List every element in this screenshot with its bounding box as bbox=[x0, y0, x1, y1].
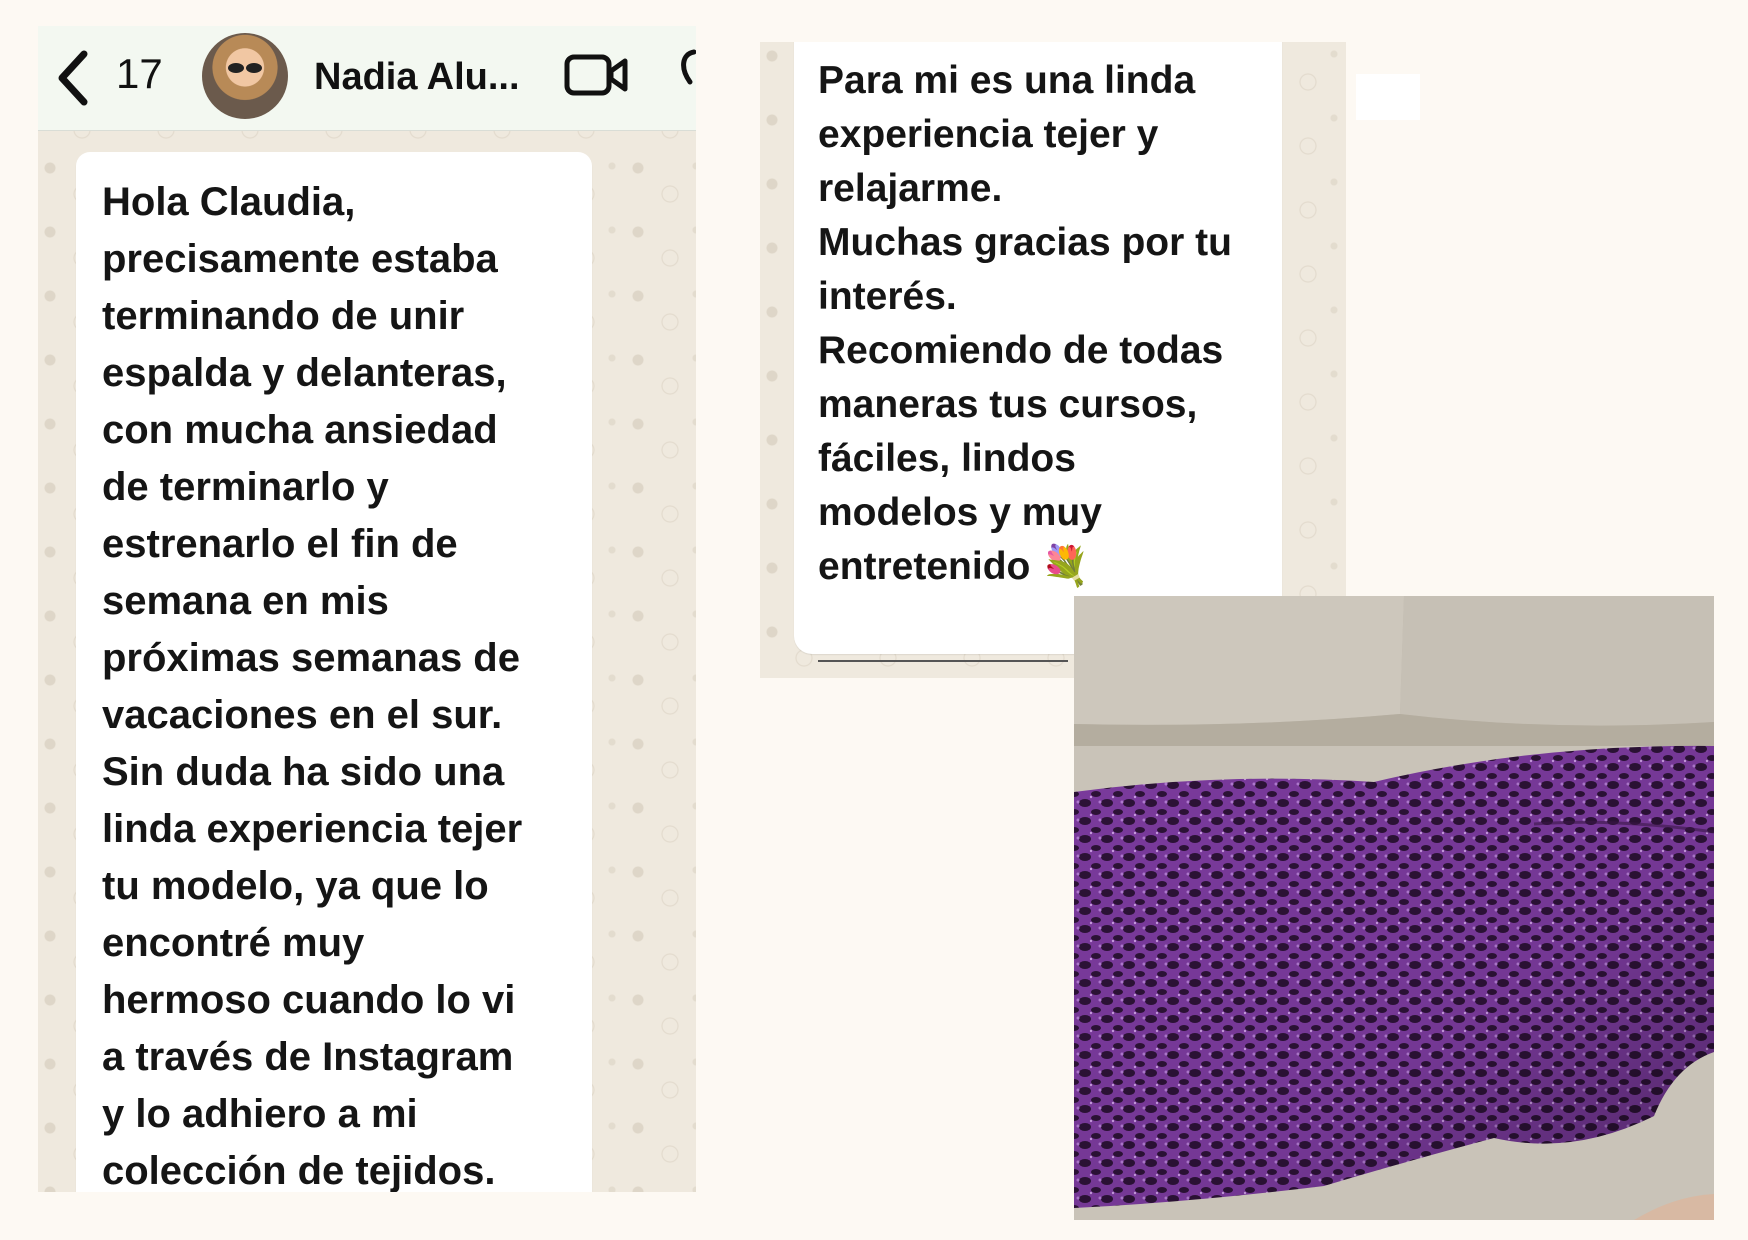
incoming-message-bubble[interactable] bbox=[76, 152, 592, 1192]
contact-name[interactable]: Nadia Alu... bbox=[314, 56, 520, 98]
unread-count: 17 bbox=[116, 50, 163, 97]
incoming-message-bubble[interactable] bbox=[794, 42, 1282, 654]
avatar[interactable] bbox=[202, 33, 288, 119]
message-text: Hola Claudia, precisamente estaba terminando de unir espalda y delanteras, con mucha ansiedad de terminarlo y estrenarlo el fin de semana en mis próximas semanas de vacaciones en el sur. Sin duda ha sido una linda experiencia tejer tu modelo, ya que lo encontré muy hermoso cuando lo vi a través de Instagram y lo adhiero a mi colección de tejidos. bbox=[102, 180, 523, 1192]
right-chat-screenshot bbox=[760, 42, 1346, 678]
back-button[interactable] bbox=[54, 48, 94, 113]
video-call-button[interactable] bbox=[564, 52, 628, 103]
knitted-garment-photo bbox=[1074, 596, 1714, 1220]
divider bbox=[818, 660, 1068, 662]
left-chat-screenshot bbox=[38, 26, 696, 1192]
blank-area bbox=[1356, 74, 1420, 120]
video-call-icon bbox=[564, 52, 628, 98]
chat-header bbox=[38, 26, 696, 131]
voice-call-button[interactable] bbox=[676, 48, 696, 103]
phone-icon bbox=[676, 48, 696, 98]
sunglasses-icon bbox=[228, 63, 262, 73]
message-text: Para mi es una linda experiencia tejer y relajarme. Muchas gracias por tu interés. Recomiendo de todas maneras tus cursos, fáciles, lindos modelos y muy entretenido 💐 bbox=[818, 59, 1232, 588]
chevron-left-icon bbox=[54, 48, 94, 108]
photo-image bbox=[1074, 596, 1714, 1220]
